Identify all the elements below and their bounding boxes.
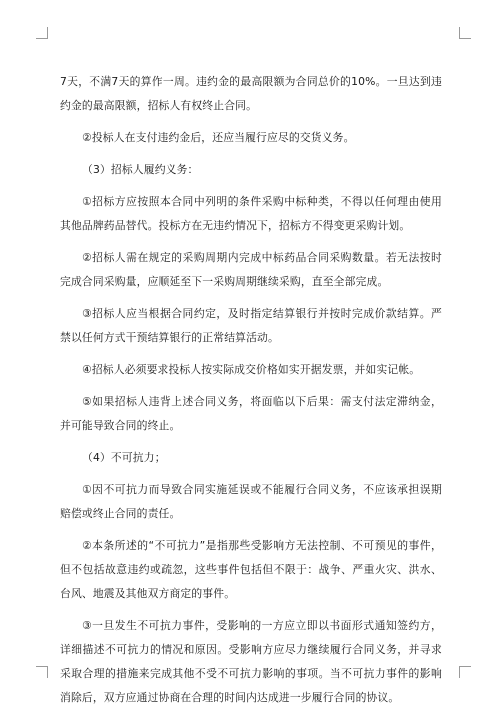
paragraph: ①招标方应按照本合同中列明的条件采购中标种类，不得以任何理由使用其他品牌药品替代。投标方在无违约情况下，招标方不得变更采购计划。 <box>60 195 442 232</box>
crop-mark-bottom-left <box>36 666 48 678</box>
crop-mark-top-right <box>459 27 471 39</box>
section-heading: （3）招标人履约义务： <box>82 163 199 176</box>
paragraph: ①因不可抗力而导致合同实施延误或不能履行合同义务，不应该承担误期赔偿或终止合同的责任。 <box>60 483 442 520</box>
paragraph: ③一旦发生不可抗力事件，受影响的一方应立即以书面形式通知签约方，详细描述不可抗力的情况和原因。受影响方应尽力继续履行合同义务，并寻求采取合理的措施来完成其他不受不可抗力影响的事项。当不可抗力事件的影响消除后，双方应通过协商在合理的时间内达成进一步履行合同的协议。 <box>60 619 442 704</box>
paragraph: ④招标人必须要求投标人按实际成交价格如实开据发票，并如实记帐。 <box>82 363 421 376</box>
paragraph: ⑤如果招标人违背上述合同义务，将面临以下后果：需支付法定滞纳金，并可能导致合同的终止。 <box>60 395 442 432</box>
paragraph: ②本条所述的“不可抗力”是指那些受影响方无法控制、不可预见的事件，但不包括故意违约或疏忽，这些事件包括但不限于：战争、严重火灾、洪水、台风、地震及其他双方商定的事件。 <box>60 539 442 600</box>
paragraph: ②招标人需在规定的采购周期内完成中标药品合同采购数量。若无法按时完成合同采购量，应顺延至下一采购周期继续采购，直至全部完成。 <box>60 251 442 288</box>
paragraph: ③招标人应当根据合同约定，及时指定结算银行并按时完成价款结算。严禁以任何方式干预结算银行的正常结算活动。 <box>60 307 442 344</box>
paragraph: ②投标人在支付违约金后，还应当履行应尽的交货义务。 <box>82 131 355 144</box>
paragraph: 7天，不满7天的算作一周。违约金的最高限额为合同总价的10%。一旦达到违约金的最高限额，招标人有权终止合同。 <box>60 75 442 112</box>
section-heading: （4）不可抗力； <box>82 451 166 464</box>
document-body <box>60 70 442 718</box>
crop-mark-bottom-right <box>459 666 471 678</box>
crop-mark-top-left <box>36 27 48 39</box>
